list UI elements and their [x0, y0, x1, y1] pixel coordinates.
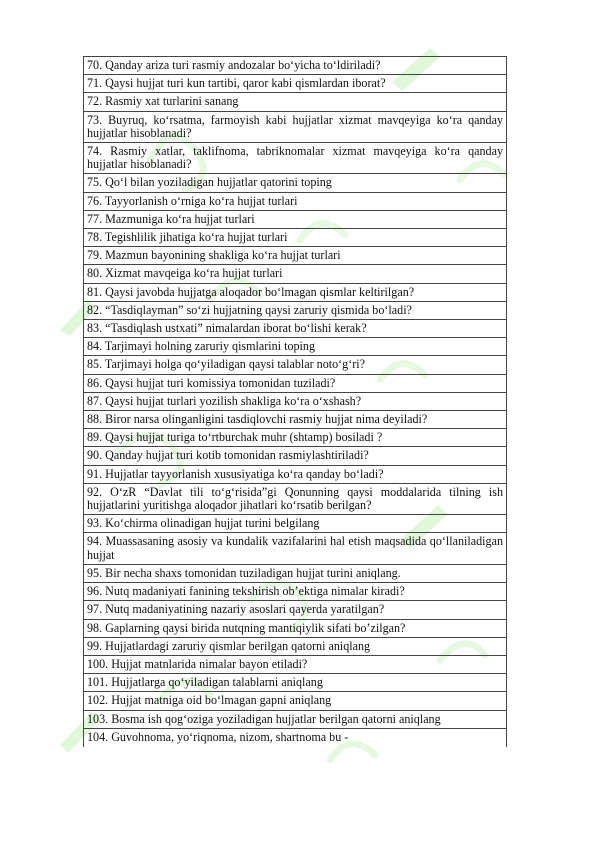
- question-row: [84, 429, 507, 447]
- question-row: [84, 57, 507, 75]
- question-text: 98. Gaplarning qaysi birida nutqning mantiqiylik sifati bo’zilgan?: [84, 619, 507, 637]
- question-text: 74. Rasmiy xatlar, taklifnoma, tabriknomalar xizmat mavqeyiga ko‘ra qanday hujjatlar hisoblanadi?: [84, 143, 507, 174]
- question-row: [84, 692, 507, 710]
- question-text: 71. Qaysi hujjat turi kun tartibi, qaror kabi qismlardan iborat?: [84, 75, 507, 93]
- question-row: [84, 338, 507, 356]
- question-row: [84, 619, 507, 637]
- question-text: 90. Qanday hujjat turi kotib tomonidan rasmiylashtiriladi?: [84, 447, 507, 465]
- question-text: 103. Bosma ish qog‘oziga yoziladigan hujjatlar berilgan qatorni aniqlang: [84, 710, 507, 728]
- question-row: [84, 283, 507, 301]
- question-text: 85. Tarjimayi holga qo‘yiladigan qaysi talablar noto‘g‘ri?: [84, 356, 507, 374]
- question-text: 99. Hujjatlardagi zaruriy qismlar berilgan qatorni aniqlang: [84, 637, 507, 655]
- question-text: 70. Qanday ariza turi rasmiy andozalar bo‘yicha to‘ldiriladi?: [84, 57, 507, 75]
- question-row: [84, 411, 507, 429]
- question-text: 88. Biror narsa olinganligini tasdiqlovchi rasmiy hujjat nima deyiladi?: [84, 411, 507, 429]
- questions-table: [83, 56, 507, 747]
- question-row: [84, 229, 507, 247]
- question-text: 79. Mazmun bayonining shakliga ko‘ra hujjat turlari: [84, 247, 507, 265]
- question-text: 92. O‘zR “Davlat tili to‘g‘risida”gi Qonunning qaysi moddalarida tilning ish hujjatlarini yuritishga aloqador jihatlari ko‘rsatib berilgan?: [84, 483, 507, 514]
- question-row: [84, 174, 507, 192]
- question-text: 96. Nutq madaniyati fanining tekshirish ob’ektiga nimalar kiradi?: [84, 583, 507, 601]
- question-row: [84, 247, 507, 265]
- question-text: 95. Bir necha shaxs tomonidan tuziladigan hujjat turini aniqlang.: [84, 564, 507, 582]
- question-row: [84, 392, 507, 410]
- question-text: 93. Ko‘chirma olinadigan hujjat turini belgilang: [84, 515, 507, 533]
- question-row: [84, 583, 507, 601]
- question-row: [84, 483, 507, 514]
- question-row: [84, 447, 507, 465]
- question-row: [84, 192, 507, 210]
- question-text: 80. Xizmat mavqeiga ko‘ra hujjat turlari: [84, 265, 507, 283]
- question-row: [84, 710, 507, 728]
- question-text: 73. Buyruq, ko‘rsatma, farmoyish kabi hujjatlar xizmat mavqeyiga ko‘ra qanday hujjatlar hisoblanadi?: [84, 111, 507, 142]
- question-row: [84, 637, 507, 655]
- question-text: 83. “Tasdiqlash ustxati” nimalardan iborat bo‘lishi kerak?: [84, 320, 507, 338]
- question-row: [84, 674, 507, 692]
- question-text: 101. Hujjatlarga qo‘yiladigan talablarni aniqlang: [84, 674, 507, 692]
- question-row: [84, 75, 507, 93]
- question-text: 89. Qaysi hujjat turiga to‘rtburchak muhr (shtamp) bosiladi ?: [84, 429, 507, 447]
- question-row: [84, 93, 507, 111]
- question-text: 97. Nutq madaniyatining nazariy asoslari qayerda yaratilgan?: [84, 601, 507, 619]
- question-row: [84, 111, 507, 142]
- question-row: [84, 320, 507, 338]
- question-row: [84, 533, 507, 564]
- question-row: [84, 143, 507, 174]
- question-text: 76. Tayyorlanish o‘rniga ko‘ra hujjat turlari: [84, 192, 507, 210]
- question-text: 94. Muassasaning asosiy va kundalik vazifalarini hal etish maqsadida qo‘llaniladigan hujjat: [84, 533, 507, 564]
- question-row: [84, 601, 507, 619]
- question-text: 81. Qaysi javobda hujjatga aloqador bo‘lmagan qismlar keltirilgan?: [84, 283, 507, 301]
- question-text: 91. Hujjatlar tayyorlanish xususiyatiga ko‘ra qanday bo‘ladi?: [84, 465, 507, 483]
- question-row: [84, 210, 507, 228]
- question-row: [84, 515, 507, 533]
- question-text: 86. Qaysi hujjat turi komissiya tomonidan tuziladi?: [84, 374, 507, 392]
- question-text: 82. “Tasdiqlayman” so‘zi hujjatning qaysi zaruriy qismida bo‘ladi?: [84, 301, 507, 319]
- question-row: [84, 728, 507, 747]
- question-text: 77. Mazmuniga ko‘ra hujjat turlari: [84, 210, 507, 228]
- question-text: 75. Qo‘l bilan yoziladigan hujjatlar qatorini toping: [84, 174, 507, 192]
- question-row: [84, 374, 507, 392]
- question-text: 72. Rasmiy xat turlarini sanang: [84, 93, 507, 111]
- question-row: [84, 564, 507, 582]
- question-text: 100. Hujjat matnlarida nimalar bayon etiladi?: [84, 655, 507, 673]
- question-text: 102. Hujjat matniga oid bo‘lmagan gapni aniqlang: [84, 692, 507, 710]
- question-text: 104. Guvohnoma, yo‘riqnoma, nizom, shartnoma bu -: [84, 728, 507, 747]
- question-text: 78. Tegishlilik jihatiga ko‘ra hujjat turlari: [84, 229, 507, 247]
- question-text: 84. Tarjimayi holning zaruriy qismlarini toping: [84, 338, 507, 356]
- question-row: [84, 465, 507, 483]
- question-row: [84, 265, 507, 283]
- question-row: [84, 301, 507, 319]
- question-row: [84, 655, 507, 673]
- question-row: [84, 356, 507, 374]
- question-text: 87. Qaysi hujjat turlari yozilish shakliga ko‘ra o‘xshash?: [84, 392, 507, 410]
